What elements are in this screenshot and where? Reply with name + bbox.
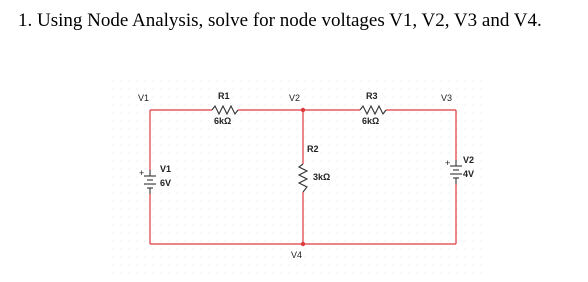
- battery-v1-plus: +: [139, 168, 145, 178]
- node-label-v3: V3: [441, 93, 453, 103]
- resistor-r1-name: R1: [218, 91, 230, 101]
- junction-node-v2: [301, 108, 305, 112]
- battery-v1-name: V1: [160, 164, 172, 174]
- battery-v2-value: 4V: [463, 169, 475, 179]
- junction-node-v4: [301, 242, 305, 246]
- resistor-r1-value: 6kΩ: [214, 116, 232, 126]
- node-label-v4: V4: [291, 250, 303, 260]
- resistor-r2-name: R2: [307, 144, 319, 154]
- resistor-r2-value: 3kΩ: [313, 172, 331, 182]
- battery-v1-value: 6V: [160, 178, 172, 188]
- node-label-v2: V2: [289, 93, 301, 103]
- battery-v2-plus: +: [445, 158, 451, 168]
- resistor-r3-name: R3: [366, 91, 378, 101]
- node-label-v1: V1: [138, 93, 150, 103]
- question-text: 1. Using Node Analysis, solve for node voltages V1, V2, V3 and V4.: [18, 10, 542, 31]
- resistor-r3-value: 6kΩ: [362, 116, 380, 126]
- battery-v2-name: V2: [463, 155, 475, 165]
